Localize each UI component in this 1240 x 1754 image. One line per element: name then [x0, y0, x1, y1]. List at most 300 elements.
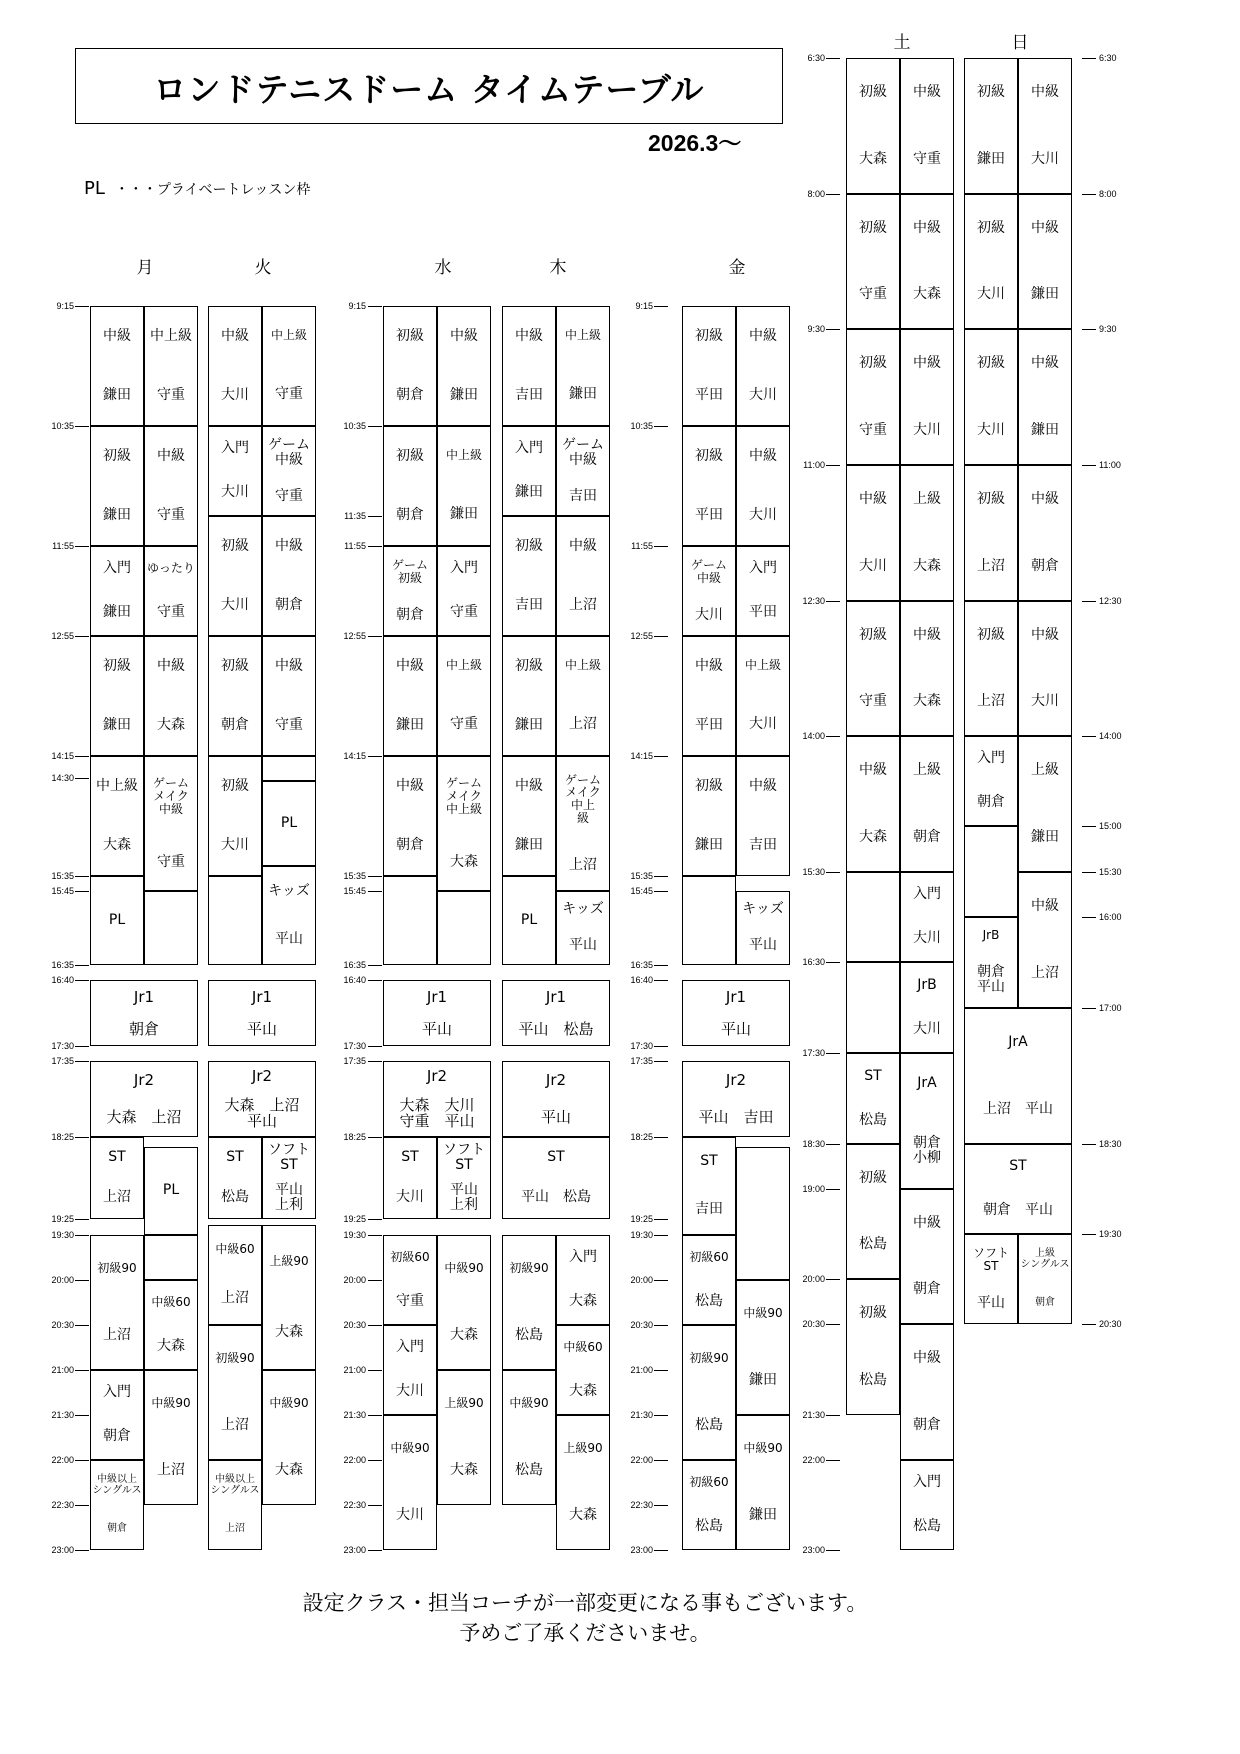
time-tick-line	[368, 1137, 382, 1138]
class-slot	[900, 1189, 954, 1324]
class-level: 中級	[275, 657, 303, 674]
coach-name: 朝倉	[396, 506, 424, 523]
time-label: 21:00	[343, 1365, 366, 1375]
class-level: 中上級	[445, 658, 482, 673]
coach-name: 松島	[695, 1517, 723, 1534]
time-label: 16:40	[343, 975, 366, 985]
day-header-tue: 火	[254, 258, 272, 278]
time-tick-line	[654, 1061, 668, 1062]
time-tick-line	[654, 1550, 668, 1551]
class-level: PL	[162, 1182, 180, 1199]
time-label: 20:30	[343, 1320, 366, 1330]
class-slot	[1018, 465, 1072, 601]
class-slot	[964, 601, 1018, 736]
class-slot	[437, 546, 491, 636]
time-label: 23:00	[343, 1545, 366, 1555]
class-level: 上級	[1031, 761, 1059, 778]
coach-name: 平山	[569, 937, 597, 954]
class-level: ST	[1009, 1158, 1027, 1175]
class-slot	[90, 876, 144, 965]
class-level: 中級	[1031, 354, 1059, 371]
class-slot	[262, 306, 316, 426]
class-level: キッズ	[562, 901, 604, 918]
coach-name: 平田	[695, 716, 723, 733]
class-level: ソフト ST	[443, 1141, 485, 1173]
class-level: 中級	[749, 777, 777, 794]
time-tick-line	[826, 58, 840, 59]
class-level: 入門	[103, 1384, 131, 1401]
class-level: 中上級	[96, 777, 138, 794]
class-slot	[90, 1235, 144, 1370]
class-slot	[682, 1460, 736, 1550]
time-tick-line	[75, 876, 89, 877]
empty-slot	[682, 876, 736, 965]
time-label: 9:15	[348, 301, 366, 311]
coach-name: 大森 大川 守重 平山	[399, 1096, 475, 1131]
class-slot	[262, 781, 316, 866]
time-tick-line	[654, 426, 668, 427]
class-level: 初級	[103, 657, 131, 674]
coach-name: 守重	[157, 386, 185, 403]
time-tick-line	[826, 1144, 840, 1145]
time-label: 12:55	[630, 631, 653, 641]
coach-name: 朝倉	[103, 1428, 131, 1445]
class-level: 中級	[157, 447, 185, 464]
time-label: 19:25	[343, 1214, 366, 1224]
class-level: 中級	[396, 777, 424, 794]
time-label: 12:30	[802, 596, 825, 606]
time-tick-line	[75, 1219, 89, 1220]
coach-name: 朝倉	[977, 794, 1005, 811]
coach-name: 上沼	[221, 1290, 249, 1307]
time-label: 21:00	[630, 1365, 653, 1375]
time-label: 19:30	[1099, 1229, 1122, 1239]
coach-name: 松島	[515, 1461, 543, 1478]
time-tick-line	[654, 1219, 668, 1220]
coach-name: 鎌田	[977, 150, 1005, 167]
class-slot	[502, 980, 610, 1046]
time-tick-line	[75, 980, 89, 981]
coach-name: 朝倉	[913, 1281, 941, 1298]
class-slot	[964, 917, 1018, 1008]
class-slot	[502, 516, 556, 636]
class-level: 中級	[569, 537, 597, 554]
class-slot	[964, 736, 1018, 826]
coach-name: 大川	[1031, 693, 1059, 710]
time-tick-line	[75, 1460, 89, 1461]
time-label: 11:00	[803, 460, 825, 470]
class-level: 初級	[977, 626, 1005, 643]
time-label: 9:15	[635, 301, 653, 311]
time-label: 12:55	[343, 631, 366, 641]
class-slot	[437, 426, 491, 546]
coach-name: 平山	[720, 1019, 751, 1038]
time-label: 20:00	[630, 1275, 653, 1285]
time-tick-line	[826, 194, 840, 195]
class-slot	[900, 872, 954, 962]
day-header-wed: 水	[434, 258, 452, 278]
class-slot	[262, 1370, 316, 1505]
time-label: 20:30	[51, 1320, 74, 1330]
class-level: ゲーム メイク 中上級	[445, 775, 482, 816]
coach-name: 鎌田	[1031, 286, 1059, 303]
time-label: 15:35	[51, 871, 74, 881]
time-label: 14:30	[51, 773, 74, 783]
coach-name: 松島	[859, 1112, 887, 1129]
class-slot	[383, 546, 437, 636]
time-label: 21:00	[51, 1365, 74, 1375]
class-level: 中級	[515, 327, 543, 344]
time-tick-line	[75, 1235, 89, 1236]
class-level: 中上級	[564, 328, 601, 343]
coach-name: 大森	[913, 286, 941, 303]
time-tick-line	[368, 546, 382, 547]
coach-name: 大川	[977, 421, 1005, 438]
time-label: 15:35	[630, 871, 653, 881]
class-slot	[964, 1008, 1072, 1144]
class-slot	[502, 756, 556, 876]
time-tick-line	[75, 965, 89, 966]
class-level: 上級90	[269, 1253, 309, 1268]
class-level: 入門	[569, 1249, 597, 1266]
class-slot	[90, 1460, 144, 1550]
class-slot	[208, 1137, 262, 1219]
class-level: Jr2	[251, 1067, 273, 1086]
coach-name: 大森	[275, 1324, 303, 1341]
coach-name: 大森 上沼	[106, 1108, 182, 1127]
time-label: 16:40	[630, 975, 653, 985]
coach-name: 鎌田	[450, 386, 478, 403]
coach-name: 守重	[275, 716, 303, 733]
coach-name: 鎌田	[103, 386, 131, 403]
coach-name: 守重	[913, 150, 941, 167]
class-slot	[144, 306, 198, 426]
class-level: 入門	[913, 886, 941, 903]
class-slot	[208, 1325, 262, 1460]
time-tick-line	[1082, 329, 1096, 330]
coach-name: 守重	[157, 506, 185, 523]
time-label: 19:30	[630, 1230, 653, 1240]
time-label: 22:00	[343, 1455, 366, 1465]
coach-name: 上沼	[157, 1461, 185, 1478]
time-label: 16:35	[343, 960, 366, 970]
coach-name: 大森	[450, 1461, 478, 1478]
class-level: 中級	[1031, 626, 1059, 643]
class-level: ST	[864, 1067, 882, 1084]
time-label: 15:30	[1099, 867, 1122, 877]
coach-name: 大川	[749, 386, 777, 403]
class-level: 初級60	[689, 1474, 729, 1489]
coach-name: 平山	[977, 1295, 1005, 1312]
class-level: 中級90	[743, 1306, 783, 1321]
class-slot	[383, 1325, 437, 1415]
class-slot	[208, 1460, 262, 1550]
class-level: 中級	[515, 777, 543, 794]
class-level: 初級	[977, 490, 1005, 507]
class-slot	[1018, 736, 1072, 872]
class-slot	[90, 306, 144, 426]
class-level: 初級90	[509, 1261, 549, 1276]
class-slot	[383, 1061, 491, 1137]
class-level: Jr2	[545, 1071, 567, 1090]
class-level: 中級	[1031, 219, 1059, 236]
class-level: 初級60	[390, 1249, 430, 1264]
coach-name: 上沼	[977, 693, 1005, 710]
coach-name: 鎌田	[569, 386, 597, 403]
time-label: 18:25	[51, 1132, 74, 1142]
notice-line-2: 予めご了承くださいませ。	[459, 1621, 711, 1645]
class-slot	[900, 58, 954, 194]
coach-name: 朝倉	[221, 716, 249, 733]
class-slot	[502, 636, 556, 756]
coach-name: 大森	[157, 716, 185, 733]
coach-name: 上沼	[103, 1189, 131, 1206]
coach-name: 大川	[396, 1506, 424, 1523]
class-level: 中級以上 シングルス	[210, 1473, 260, 1496]
time-tick-line	[75, 1325, 89, 1326]
class-level: Jr1	[545, 987, 567, 1006]
empty-slot	[262, 756, 316, 781]
class-slot	[208, 516, 262, 636]
class-level: 初級	[515, 537, 543, 554]
coach-name: 平山	[246, 1019, 277, 1038]
class-level: 入門	[396, 1339, 424, 1356]
coach-name: 平田	[695, 386, 723, 403]
class-level: Jr2	[725, 1071, 747, 1090]
time-label: 19:00	[802, 1184, 825, 1194]
class-slot	[144, 756, 198, 891]
time-tick-line	[826, 872, 840, 873]
class-slot	[262, 636, 316, 756]
class-slot	[846, 58, 900, 194]
time-label: 22:30	[630, 1500, 653, 1510]
coach-name: 吉田	[749, 836, 777, 853]
class-slot	[900, 962, 954, 1053]
time-tick-line	[1082, 1008, 1096, 1009]
class-level: 中級90	[390, 1441, 430, 1456]
legend	[84, 178, 310, 199]
time-tick-line	[654, 1460, 668, 1461]
time-tick-line	[368, 980, 382, 981]
time-tick-line	[75, 756, 89, 757]
coach-name: 大森	[569, 1506, 597, 1523]
class-level: 初級60	[689, 1249, 729, 1264]
class-slot	[502, 1137, 610, 1219]
empty-slot	[846, 962, 900, 1053]
time-tick-line	[654, 876, 668, 877]
time-tick-line	[654, 636, 668, 637]
class-slot	[556, 636, 610, 756]
class-slot	[383, 1137, 437, 1219]
time-label: 20:00	[51, 1275, 74, 1285]
coach-name: 松島	[695, 1292, 723, 1309]
coach-name: 朝倉	[128, 1019, 159, 1038]
coach-name: 松島	[221, 1189, 249, 1206]
time-tick-line	[654, 1325, 668, 1326]
time-label: 9:30	[807, 324, 825, 334]
time-tick-line	[654, 1370, 668, 1371]
class-slot	[1018, 194, 1072, 329]
class-slot	[900, 1324, 954, 1460]
class-level: 入門	[221, 440, 249, 457]
time-label: 12:30	[1099, 596, 1122, 606]
coach-name: 鎌田	[1031, 421, 1059, 438]
time-tick-line	[826, 601, 840, 602]
coach-name: 鎌田	[1031, 828, 1059, 845]
class-slot	[964, 465, 1018, 601]
coach-name: 大川	[396, 1189, 424, 1206]
class-slot	[846, 601, 900, 736]
time-label: 20:30	[802, 1319, 825, 1329]
class-slot	[383, 756, 437, 876]
class-slot	[964, 58, 1018, 194]
coach-name: 大森	[913, 557, 941, 574]
class-slot	[682, 1235, 736, 1325]
time-label: 15:45	[51, 886, 74, 896]
class-slot	[1018, 58, 1072, 194]
class-level: 中級90	[743, 1441, 783, 1456]
class-slot	[964, 1234, 1018, 1324]
class-level: PL	[108, 911, 126, 928]
empty-slot	[208, 876, 262, 965]
class-slot	[846, 194, 900, 329]
class-slot	[208, 1061, 316, 1137]
class-slot	[144, 1370, 198, 1505]
empty-slot	[144, 891, 198, 965]
class-slot	[144, 636, 198, 756]
coach-name: 守重	[859, 286, 887, 303]
class-level: JrA	[917, 1075, 937, 1092]
coach-name: 鎌田	[515, 836, 543, 853]
class-level: ST	[547, 1149, 565, 1166]
time-label: 18:30	[1099, 1139, 1122, 1149]
time-tick-line	[826, 962, 840, 963]
class-level: 中級	[1031, 83, 1059, 100]
coach-name: 大川	[221, 386, 249, 403]
class-level: 初級	[221, 537, 249, 554]
coach-name: 平山	[749, 937, 777, 954]
time-label: 19:25	[51, 1214, 74, 1224]
class-slot	[90, 1137, 144, 1219]
time-tick-line	[75, 546, 89, 547]
time-label: 14:15	[51, 751, 74, 761]
class-slot	[144, 426, 198, 546]
coach-name: 大川	[913, 930, 941, 947]
time-label: 20:30	[630, 1320, 653, 1330]
class-slot	[90, 546, 144, 636]
coach-name: 守重	[275, 386, 303, 403]
class-level: 初級	[695, 777, 723, 794]
coach-name: 朝倉	[107, 1523, 127, 1535]
coach-name: 大森	[275, 1461, 303, 1478]
time-label: 9:15	[56, 301, 74, 311]
time-label: 20:00	[802, 1274, 825, 1284]
time-label: 17:30	[630, 1041, 653, 1051]
class-level: 中級	[913, 83, 941, 100]
class-level: 入門	[515, 440, 543, 457]
time-tick-line	[1082, 917, 1096, 918]
class-slot	[1018, 872, 1072, 1008]
time-tick-line	[368, 426, 382, 427]
class-slot	[736, 546, 790, 636]
time-tick-line	[368, 636, 382, 637]
time-label: 19:30	[51, 1230, 74, 1240]
coach-name: 平山 上利	[275, 1181, 303, 1213]
coach-name: 上沼	[1031, 964, 1059, 981]
time-tick-line	[75, 1061, 89, 1062]
class-slot	[383, 636, 437, 756]
time-tick-line	[75, 1505, 89, 1506]
class-slot	[900, 601, 954, 736]
time-tick-line	[654, 1505, 668, 1506]
time-tick-line	[654, 1415, 668, 1416]
class-slot	[383, 426, 437, 546]
time-tick-line	[826, 1324, 840, 1325]
notice	[0, 1588, 1170, 1648]
time-label: 16:40	[51, 975, 74, 985]
class-level: 初級	[396, 447, 424, 464]
coach-name: 大森	[569, 1382, 597, 1399]
class-level: 中級	[103, 327, 131, 344]
coach-name: 大森	[157, 1337, 185, 1354]
class-slot	[846, 736, 900, 872]
empty-slot	[964, 826, 1018, 917]
time-tick-line	[654, 306, 668, 307]
coach-name: 守重	[859, 421, 887, 438]
class-level: 中級	[157, 657, 185, 674]
class-level: 初級	[977, 83, 1005, 100]
class-level: 初級90	[215, 1351, 255, 1366]
time-label: 17:35	[51, 1056, 74, 1066]
page-title: ロンドテニスドーム タイムテーブル	[153, 70, 705, 109]
time-label: 15:00	[1099, 821, 1122, 831]
time-tick-line	[1082, 736, 1096, 737]
time-label: 14:00	[1099, 731, 1122, 741]
day-header-mon: 月	[136, 258, 154, 278]
class-level: JrB	[917, 976, 937, 993]
time-label: 14:00	[802, 731, 825, 741]
class-slot	[208, 306, 262, 426]
time-tick-line	[75, 1137, 89, 1138]
time-label: 21:30	[630, 1410, 653, 1420]
coach-name: 鎌田	[749, 1506, 777, 1523]
time-label: 22:00	[51, 1455, 74, 1465]
time-tick-line	[368, 965, 382, 966]
time-tick-line	[368, 1370, 382, 1371]
class-slot	[90, 1370, 144, 1460]
time-tick-line	[368, 1235, 382, 1236]
class-level: 中級以上 シングルス	[92, 1473, 142, 1496]
time-tick-line	[75, 1046, 89, 1047]
time-label: 9:30	[1099, 324, 1117, 334]
class-level: 初級	[977, 354, 1005, 371]
coach-name: 朝倉 小柳	[913, 1134, 941, 1166]
class-slot	[502, 1370, 556, 1505]
time-tick-line	[1082, 1234, 1096, 1235]
time-tick-line	[654, 891, 668, 892]
class-level: 中上級	[270, 328, 307, 343]
class-slot	[437, 1370, 491, 1505]
coach-name: 大川	[913, 1021, 941, 1038]
legend-text: ・・・プライベートレッスン枠	[114, 182, 311, 198]
class-level: JrB	[982, 928, 1000, 943]
time-tick-line	[75, 778, 89, 779]
class-slot	[682, 756, 736, 876]
class-level: 上級	[913, 490, 941, 507]
coach-name: 大川	[749, 716, 777, 733]
coach-name: 大森 上沼 平山	[224, 1096, 300, 1131]
class-slot	[1018, 329, 1072, 465]
